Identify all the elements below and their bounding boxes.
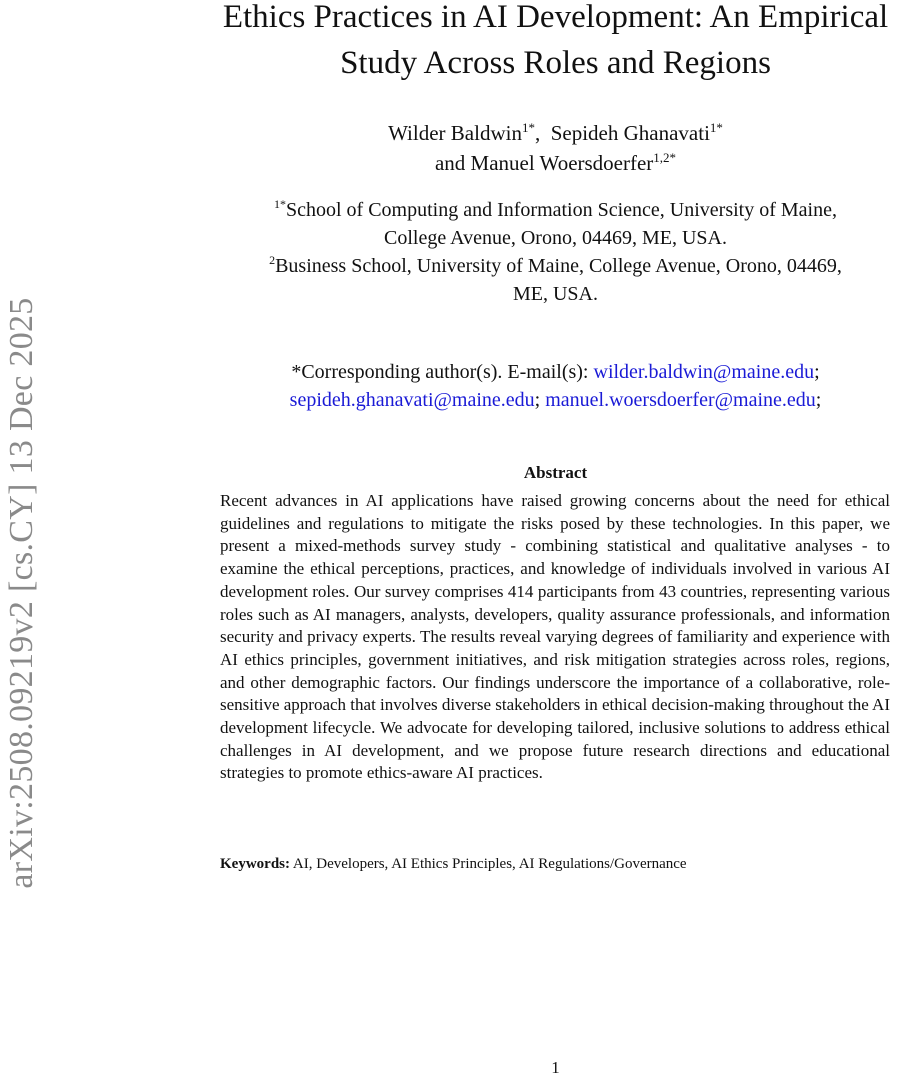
affiliation-1-line-1 <box>196 196 915 224</box>
author-list <box>196 118 915 178</box>
paper-title <box>196 0 915 86</box>
affiliation-mark: 1* <box>273 197 286 211</box>
author-line-2 <box>196 148 915 178</box>
email-link-baldwin[interactable]: wilder.baldwin@maine.edu <box>593 361 815 383</box>
affiliation-mark: 2 <box>269 253 276 267</box>
keywords <box>220 853 890 875</box>
correspondence-line-1 <box>196 358 915 386</box>
affiliations <box>196 196 915 308</box>
affiliation-1-line-2: College Avenue, Orono, 04469, ME, USA. <box>384 227 727 249</box>
correspondence-line-2 <box>196 386 915 414</box>
correspondence-label: *Corresponding author(s). E-mail(s): <box>291 361 594 383</box>
author-line-1 <box>196 118 915 148</box>
author-affil-mark: 1,2* <box>653 150 677 165</box>
keywords-label: Keywords: <box>220 856 290 872</box>
title-line-1: Ethics Practices in AI Development: An Empirical <box>222 0 889 35</box>
author-name: Wilder Baldwin <box>388 121 522 145</box>
arxiv-identifier: arXiv:2508.09219v2 [cs.CY] 13 Dec 2025 <box>3 297 40 889</box>
abstract-heading: Abstract <box>523 463 588 482</box>
paper-page <box>196 0 915 1077</box>
affiliation-text: Business School, University of Maine, College Avenue, Orono, 04469, <box>275 255 842 277</box>
affiliation-2-line-2: ME, USA. <box>512 283 598 305</box>
arxiv-sidebar <box>0 0 44 1000</box>
author-affil-mark: 1* <box>709 120 723 135</box>
title-line-2: Study Across Roles and Regions <box>340 45 771 81</box>
email-separator: ; <box>534 389 541 411</box>
abstract-text: Recent advances in AI applications have raised growing concerns about the need for ethical guidelines and regulations to mitigate the risks posed by these technologies. In this paper, we present a mixed-methods survey study - combining statistical and qualitative analyses - to examine the ethical perceptions, practices, and knowledge of individuals involved in various AI development roles. Our survey comprises 414 participants from 43 countries, representing various roles such as AI managers, analysts, developers, quality assurance professionals, and information security and privacy experts. The results reveal varying degrees of familiarity and experience with AI ethics principles, government initiatives, and risk mitigation strategies across roles, regions, and other demographic factors. Our findings underscore the importance of a collaborative, role-sensitive approach that involves diverse stakeholders in ethical decision-making throughout the AI development lifecycle. We advocate for developing tailored, inclusive solutions to address ethical challenges in AI development, and we propose future research directions and educational strategies to promote ethics-aware AI practices. <box>220 491 890 783</box>
email-link-woersdoerfer[interactable]: manuel.woersdoerfer@maine.edu <box>545 389 816 411</box>
affiliation-2-line-1 <box>196 252 915 280</box>
affiliation-text: School of Computing and Information Science, University of Maine, <box>285 199 837 221</box>
author-affil-mark: 1* <box>521 120 535 135</box>
page-number: 1 <box>551 1058 560 1077</box>
email-separator: ; <box>815 389 822 411</box>
corresponding-authors <box>196 358 915 414</box>
author-name: Sepideh Ghanavati <box>550 121 710 145</box>
author-name: Manuel Woersdoerfer <box>470 151 654 175</box>
email-separator: ; <box>814 361 820 383</box>
email-link-ghanavati[interactable]: sepideh.ghanavati@maine.edu <box>289 389 535 411</box>
author-conjunction: and <box>434 151 471 175</box>
keywords-text: AI, Developers, AI Ethics Principles, AI Regulations/Governance <box>290 856 687 872</box>
author-separator: , <box>534 121 551 145</box>
